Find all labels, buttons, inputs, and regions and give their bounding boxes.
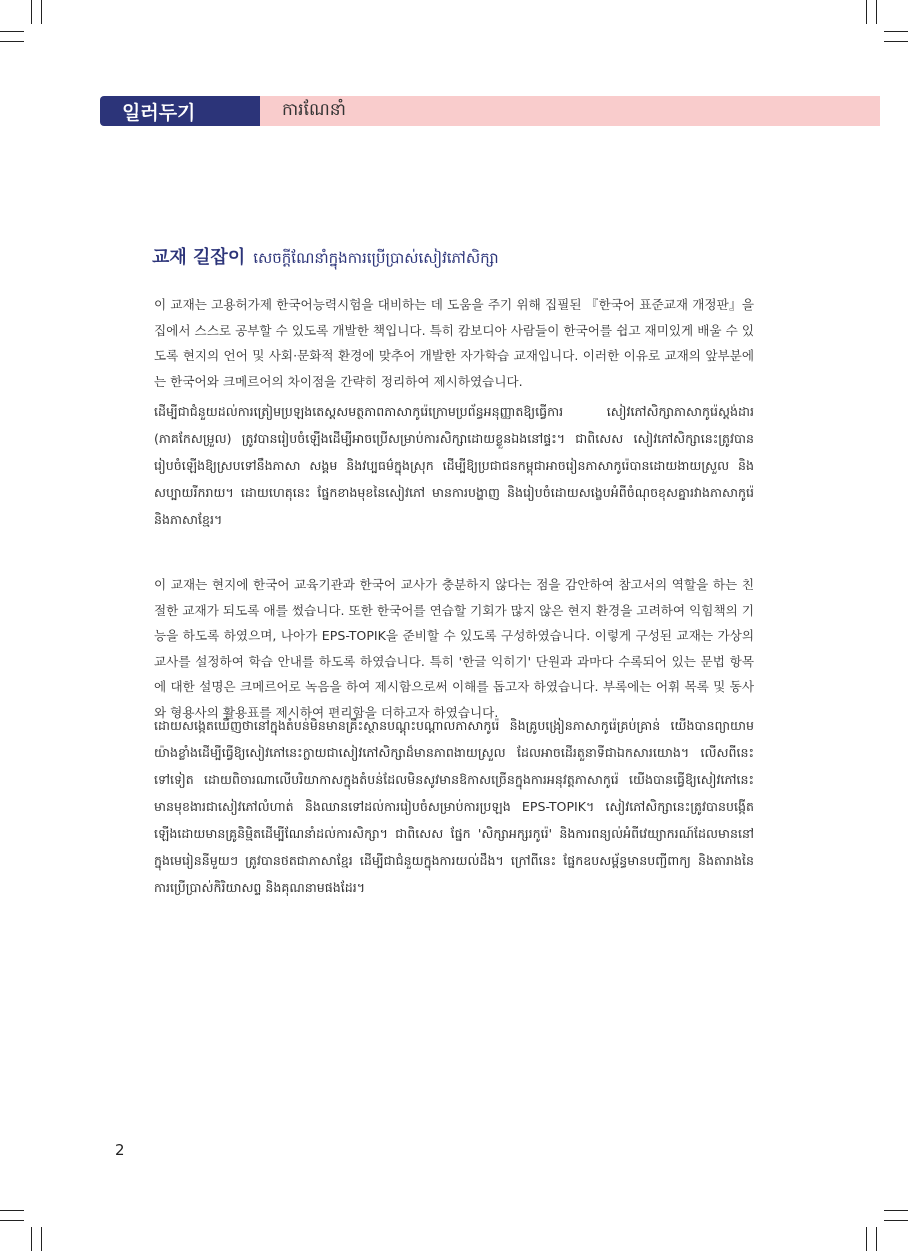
crop-mark: [866, 1227, 867, 1251]
header-tab-korean: 일러두기: [100, 96, 260, 126]
crop-mark: [884, 1220, 908, 1221]
crop-mark: [884, 1210, 908, 1211]
crop-mark: [866, 0, 867, 24]
header-band: [100, 96, 880, 126]
crop-mark: [876, 0, 877, 24]
crop-mark: [884, 41, 908, 42]
crop-mark: [0, 1210, 24, 1211]
paragraph-2-korean: 이 교재는 현지에 한국어 교육기관과 한국어 교사가 충분하지 않다는 점을 감안하여 참고서의 역할을 하는 친절한 교재가 되도록 애를 썼습니다. 또한 한국어를 연습할 기회가 많지 않은 현지 환경을 고려하여 익힘책의 기능을 하도록 하였으며, 나아가 EPS-TOPIK을 준비할 수 있도록 구성하였습니다. 이렇게 구성된 교재는 가상의 교사를 설정하여 학습 안내를 하도록 하였습니다. 특히 '한글 익히기' 단원과 과마다 수록되어 있는 문법 항목에 대한 설명은 크메르어로 녹음을 하여 제시함으로써 이해를 돕고자 하였습니다. 부록에는 어휘 목록 및 동사와 형용사의 활용표를 제시하여 편리함을 더하고자 하였습니다.: [154, 577, 754, 720]
crop-mark: [41, 1227, 42, 1251]
crop-mark: [31, 0, 32, 24]
crop-mark: [31, 1227, 32, 1251]
section-title-khmer: សេចក្តីណែនាំក្នុងការប្រើប្រាស់សៀវភៅសិក្សា: [253, 249, 499, 267]
crop-mark: [0, 41, 24, 42]
crop-mark: [0, 1220, 24, 1221]
crop-mark: [41, 0, 42, 24]
paragraph-2-khmer: ដោយសង្កេតឃើញថានៅក្នុងតំបន់មិនមានគ្រឹះស្ថានបណ្តុះបណ្តាលភាសាកូរ៉េ និងគ្រូបង្រៀនភាសាកូរ៉េគ្រប់គ្រាន់ យើងបានព្យាយាមយ៉ាងខ្លាំងដើម្បីធ្វើឱ្យសៀវភៅនេះក្លាយជាសៀវភៅសិក្សាដ៏មានភាពងាយស្រួល ដែលអាចដើរតួនាទីជាឯកសារយោង។ លើសពីនេះទៅទៀត ដោយពិចារណាលើបរិយាកាសក្នុងតំបន់ដែលមិនសូវមានឱកាសច្រើនក្នុងការអនុវត្តភាសាកូរ៉េ យើងបានធ្វើឱ្យសៀវភៅនេះមានមុខងារជាសៀវភៅលំហាត់ និងឈានទៅដល់ការរៀបចំសម្រាប់ការប្រឡង EPS-TOPIK។ សៀវភៅសិក្សានេះត្រូវបានបង្កើតឡើងដោយមានគ្រូនិម្មិតដើម្បីណែនាំដល់ការសិក្សា។ ជាពិសេស ផ្នែក 'សិក្សាអក្សរកូរ៉េ' និងការពន្យល់អំពីវេយ្យាករណ៍ដែលមាននៅក្នុងមេរៀននីមួយៗ ត្រូវបានថតជាភាសាខ្មែរ ដើម្បីជាជំនួយក្នុងការយល់ដឹង។ ក្រៅពីនេះ ផ្នែកឧបសម្ព័ន្ធមានបញ្ជីពាក្យ និងតារាងនៃការប្រើប្រាស់កិរិយាសព្ទ និងគុណនាមផងដែរ។: [154, 718, 754, 895]
paragraph-1-korean: 이 교재는 고용허가제 한국어능력시험을 대비하는 데 도움을 주기 위해 집필된 『한국어 표준교재 개정판』을 집에서 스스로 공부할 수 있도록 개발한 책입니다. 특히 캄보디아 사람들이 한국어를 쉽고 재미있게 배울 수 있도록 현지의 언어 및 사회·문화적 환경에 맞추어 개발한 자가학습 교재입니다. 이러한 이유로 교재의 앞부분에는 한국어와 크메르어의 차이점을 간략히 정리하여 제시하였습니다.: [154, 297, 754, 389]
crop-mark: [876, 1227, 877, 1251]
section-title-korean: 교재 길잡이: [152, 247, 246, 268]
section-title: [152, 243, 772, 271]
crop-mark: [0, 31, 24, 32]
paragraph-1-khmer: ដើម្បីជាជំនួយដល់ការត្រៀមប្រឡងតេស្តសមត្ថភាពភាសាកូរ៉េក្រោមប្រព័ន្ធអនុញ្ញាតឱ្យធ្វើការ សៀវភៅសិក្សាភាសាកូរ៉េស្តង់ដារ (ភាគកែសម្រួល) ត្រូវបានរៀបចំឡើងដើម្បីអាចប្រើសម្រាប់ការសិក្សាដោយខ្លួនឯងនៅផ្ទះ។ ជាពិសេស សៀវភៅសិក្សានេះត្រូវបានរៀបចំឡើងឱ្យស្របទៅនឹងភាសា សង្គម និងវប្បធម៌ក្នុងស្រុក ដើម្បីឱ្យប្រជាជនកម្ពុជាអាចរៀនភាសាកូរ៉េបានដោយងាយស្រួល និងសប្បាយរីករាយ។ ដោយហេតុនេះ ផ្នែកខាងមុខនៃសៀវភៅ មានការបង្ហាញ និងរៀបចំដោយសង្ខេបអំពីចំណុចខុសគ្នារវាងភាសាកូរ៉េ និងភាសាខ្មែរ។: [154, 404, 754, 527]
crop-mark: [884, 31, 908, 32]
page-number: 2: [115, 1141, 125, 1159]
header-tab-khmer: ការណែនាំ: [260, 96, 880, 126]
